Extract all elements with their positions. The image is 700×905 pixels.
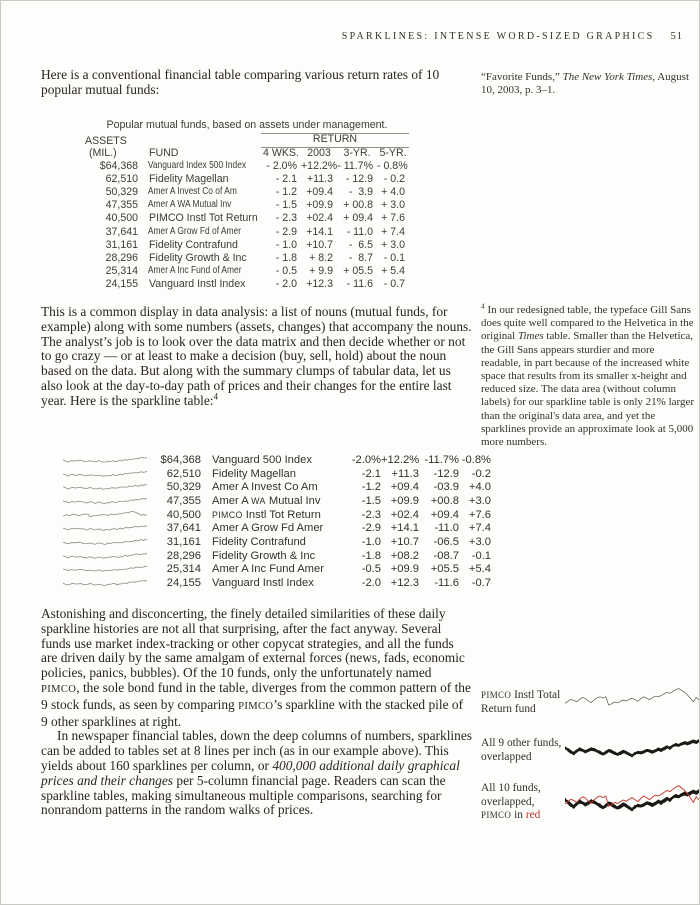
return-cell: - 2.0 [275, 278, 297, 291]
return-cell: -0.8% [461, 453, 491, 466]
return-cell: +14.1 [306, 225, 333, 238]
return-cell: +02.4 [390, 508, 419, 521]
newspaper-paragraph: In newspaper financial tables, down the deep columns of numbers, sparklines can be added to tables set at 8 lines per inch (as in our example above). This yields about 160 sparklines per column, or 400,000 additional daily graphical prices and their changes per 5-column financial page. Readers can scan the sparkline tables, making simultaneous multiple comparisons, searching for nonrandom patterns in the random walks of prices. [41, 728, 472, 818]
closing-text [41, 607, 473, 818]
sparkline-table [63, 453, 491, 590]
intro-paragraph: Here is a conventional financial table comparing various return rates of 10 popular mutual funds: [41, 67, 440, 97]
return-cell: -12.9 [433, 467, 459, 480]
return-cell: + 05.5 [343, 265, 373, 278]
col-head-5yr: 5-YR. [379, 146, 407, 159]
assets-cell: $64,368 [160, 453, 201, 466]
return-cell: + 3.0 [381, 199, 405, 212]
sparkline [63, 468, 153, 480]
col-head-3yr: 3-YR. [343, 146, 371, 159]
sparkline [63, 509, 153, 521]
return-cell: +09.9 [306, 199, 333, 212]
return-cell: + 8.2 [309, 251, 333, 264]
col-head-4wks: 4 WKS. [263, 146, 299, 159]
return-cell: -03.9 [433, 481, 459, 494]
return-cell: +05.5 [430, 563, 459, 576]
return-cell: -0.5 [361, 563, 381, 576]
fund-cell: Vanguard Index 500 Index [147, 159, 247, 171]
return-cell: +09.9 [390, 494, 419, 507]
comparison-item-nine-funds [481, 731, 699, 770]
return-cell: -2.9 [361, 522, 381, 535]
return-cell: - 6.5 [348, 238, 373, 251]
return-cell: +7.4 [468, 522, 491, 535]
return-cell: +09.9 [390, 563, 419, 576]
return-cell: + 09.4 [343, 212, 373, 225]
return-cell: + 00.8 [343, 199, 373, 212]
return-cell: - 11.6 [346, 278, 373, 291]
return-cell: +02.4 [306, 212, 333, 225]
fund-cell: Fidelity Contrafund [212, 535, 306, 548]
assets-cell: 25,314 [166, 563, 201, 576]
sparkline [63, 550, 153, 562]
return-cell: -11.7% [424, 453, 459, 466]
assets-cell: 25,314 [105, 265, 138, 278]
return-cell: +7.6 [468, 508, 491, 521]
assets-cell: 28,296 [105, 251, 138, 264]
return-cell: -1.0 [361, 535, 381, 548]
return-cell: -06.5 [433, 535, 459, 548]
running-header [342, 31, 683, 42]
return-cell: - 1.2 [275, 185, 297, 198]
assets-cell: 37,641 [105, 225, 138, 238]
return-cell: +12.2% [301, 159, 338, 172]
return-cell: - 2.1 [275, 172, 297, 185]
return-cell: +09.4 [430, 508, 459, 521]
return-cell: - 2.9 [275, 225, 297, 238]
assets-cell: 31,161 [166, 535, 201, 548]
fund-cell: Amer A Inc Fund Amer [212, 563, 324, 576]
fund-cell: Fidelity Magellan [149, 172, 229, 185]
assets-cell: 47,355 [105, 199, 138, 212]
fund-cell: Fidelity Growth & Inc [149, 251, 247, 264]
sparkline [63, 495, 153, 507]
return-cell: -0.7 [471, 577, 491, 590]
pimco-sparkline [565, 683, 700, 722]
return-cell: +12.3 [390, 577, 419, 590]
comparison-label: All 9 other funds, overlapped [481, 736, 562, 763]
return-cell: +12.2% [381, 453, 420, 466]
assets-cell: 37,641 [166, 522, 201, 535]
fund-cell: Amer A Grow Fd of Amer [147, 225, 242, 237]
fund-cell: Amer A Inc Fund of Amer [147, 265, 242, 277]
return-cell: -0.1 [471, 549, 491, 562]
assets-cell: 50,329 [166, 481, 201, 494]
return-cell: +10.7 [390, 535, 419, 548]
return-cell: +3.0 [468, 494, 491, 507]
return-cell: +11.3 [306, 172, 333, 185]
return-cell: - 11.0 [346, 225, 373, 238]
return-cell: - 11.7% [337, 159, 373, 172]
return-cell: - 0.5 [275, 265, 297, 278]
fund-cell: Fidelity Magellan [212, 467, 296, 480]
return-cell: +08.2 [390, 549, 419, 562]
assets-cell: 47,355 [166, 494, 201, 507]
fund-cell: Amer A WA Mutual Inv [147, 199, 232, 211]
return-cell: +14.1 [390, 522, 419, 535]
return-cell: - 8.7 [348, 251, 373, 264]
fund-cell: Vanguard 500 Index [212, 453, 312, 466]
return-cell: - 1.8 [275, 251, 297, 264]
sparkline [63, 536, 153, 548]
return-cell: + 3.0 [381, 238, 405, 251]
fund-cell: PIMCO Instl Tot Return [149, 212, 258, 225]
return-cell: - 0.1 [383, 251, 405, 264]
comparison-item-ten-funds [481, 779, 699, 826]
assets-header: ASSETS [85, 135, 127, 147]
return-cell: + 5.4 [381, 265, 405, 278]
return-cell: -1.2 [361, 481, 381, 494]
return-cell: -08.7 [433, 549, 459, 562]
assets-cell: 50,329 [105, 185, 138, 198]
return-cell: - 1.0 [275, 238, 297, 251]
table-body [85, 159, 409, 291]
return-cell: -2.1 [361, 467, 381, 480]
return-cell: -2.0% [351, 453, 381, 466]
return-cell: +09.4 [390, 481, 419, 494]
return-cell: -2.3 [361, 508, 381, 521]
assets-cell: $64,368 [99, 159, 138, 172]
return-cell: -2.0 [361, 577, 381, 590]
financial-table [85, 119, 409, 291]
return-cell: +00.8 [430, 494, 459, 507]
fund-header: FUND [149, 146, 179, 159]
comparison-item-pimco [481, 683, 699, 722]
comparison-label: PIMCO Instl Total Return fund [481, 688, 561, 715]
assets-cell: 28,296 [166, 549, 201, 562]
return-header: RETURN [261, 133, 409, 148]
ten-funds-sparkline [565, 779, 700, 826]
return-cell: +09.4 [306, 185, 333, 198]
return-cell: + 7.4 [381, 225, 405, 238]
page-number: 51 [670, 31, 683, 42]
return-cell: -11.6 [434, 577, 459, 590]
assets-cell: 24,155 [105, 278, 138, 291]
return-cell: +5.4 [468, 563, 491, 576]
fund-cell: Amer A Grow Fd Amer [212, 522, 324, 535]
assets-cell: 62,510 [166, 467, 201, 480]
return-cell: -1.5 [361, 494, 381, 507]
return-cell: - 0.2 [383, 172, 405, 185]
analysis-paragraph: This is a common display in data analysis: a list of nouns (mutual funds, for example) along with some numbers (assets, changes) that accompany the nouns. The analyst’s job is to look over the data matrix and then decide whether or not to go crazy — or at least to make a decision (buy, sell, hold) about the noun based on the data. But along with the summary clumps of tabular data, let us also look at the day-to-day path of prices and their changes for the entire last year. Here is the sparkline table:$^4$ [41, 304, 472, 408]
return-cell: - 2.0% [266, 159, 297, 172]
comparison-label: All 10 funds, overlapped, PIMCO in red [481, 782, 541, 822]
sparkline [63, 481, 153, 493]
return-cell: + 4.0 [381, 185, 405, 198]
assets-cell: 24,155 [166, 577, 201, 590]
fund-cell: Vanguard Instl Index [212, 577, 314, 590]
fund-cell: Amer A Invest Co Am [212, 481, 318, 494]
sidenote-citation: “Favorite Funds,” The New York Times, August 10, 2003, p. 3–1. [481, 71, 690, 97]
astonishing-paragraph: Astonishing and disconcerting, the finely detailed similarities of these daily sparkline histories are not all that surprising, after the fact anyway. Several funds use market index-tracking or other copycat strategies, and all the funds are driven daily by the same amalgam of external forces (news, fads, economic policies, panics, bubbles). Of the 10 funds, only the unfortunately named PIMCO, the sole bond fund in the table, diverges from the common pattern of the 9 stock funds, as seen by comparing PIMCO’s sparkline with the stacked pile of 9 other sparklines at right. [41, 606, 471, 729]
mil-header: (MIL.) [89, 146, 117, 159]
nine-funds-sparkline [565, 731, 700, 770]
sparkline [63, 577, 153, 589]
return-cell: +3.0 [468, 535, 491, 548]
return-cell: - 1.5 [275, 199, 297, 212]
fund-cell: Fidelity Growth & Inc [212, 549, 316, 562]
return-cell: +10.7 [306, 238, 333, 251]
assets-cell: 40,500 [105, 212, 138, 225]
return-cell: - 0.7 [383, 278, 405, 291]
sparkline-comparison-notes [481, 683, 699, 835]
sparkline [63, 563, 153, 575]
table-title: Popular mutual funds, based on assets under management. [106, 119, 388, 131]
return-cell: - 12.9 [345, 172, 373, 185]
fund-cell: Vanguard Instl Index [149, 278, 246, 291]
sparkline [63, 454, 153, 466]
return-cell: + 7.6 [381, 212, 405, 225]
fund-cell: Amer A Invest Co of Am [147, 185, 237, 197]
sidenote-footnote: $^4$ In our redesigned table, the typeface Gill Sans does quite well compared to the Helvetica in the original Times table. Smaller than the Helvetica, the Gill Sans appears sturdier and more readable, in part because of the increased white space that results from its smaller x-height and reduced size. The data area (without column labels) for our sparkline table is only 21% larger than the original's data area, and yet the sparklines provide an approximate look at 5,000 more numbers. [481, 301, 695, 449]
fund-cell: Amer A WA Mutual Inv [212, 494, 321, 507]
return-cell: +4.0 [468, 481, 491, 494]
col-head-2003: 2003 [307, 146, 331, 159]
table-header [85, 133, 409, 159]
return-cell: + 9.9 [309, 265, 333, 278]
sparkline-table-body [63, 453, 491, 590]
assets-cell: 31,161 [105, 238, 138, 251]
return-cell: +11.3 [391, 467, 419, 480]
assets-cell: 62,510 [105, 172, 138, 185]
return-cell: - 3.9 [348, 185, 373, 198]
return-cell: +12.3 [306, 278, 333, 291]
running-header-title: SPARKLINES: INTENSE WORD-SIZED GRAPHICS [341, 31, 655, 42]
return-cell: - 0.8% [377, 159, 408, 172]
fund-cell: PIMCO Instl Tot Return [212, 508, 321, 521]
return-cell: - 2.3 [275, 212, 297, 225]
return-cell: -1.8 [361, 549, 381, 562]
sparkline [63, 522, 153, 534]
return-cell: -0.2 [471, 467, 491, 480]
assets-cell: 40,500 [166, 508, 201, 521]
return-cell: -11.0 [434, 522, 459, 535]
fund-cell: Fidelity Contrafund [149, 238, 238, 251]
